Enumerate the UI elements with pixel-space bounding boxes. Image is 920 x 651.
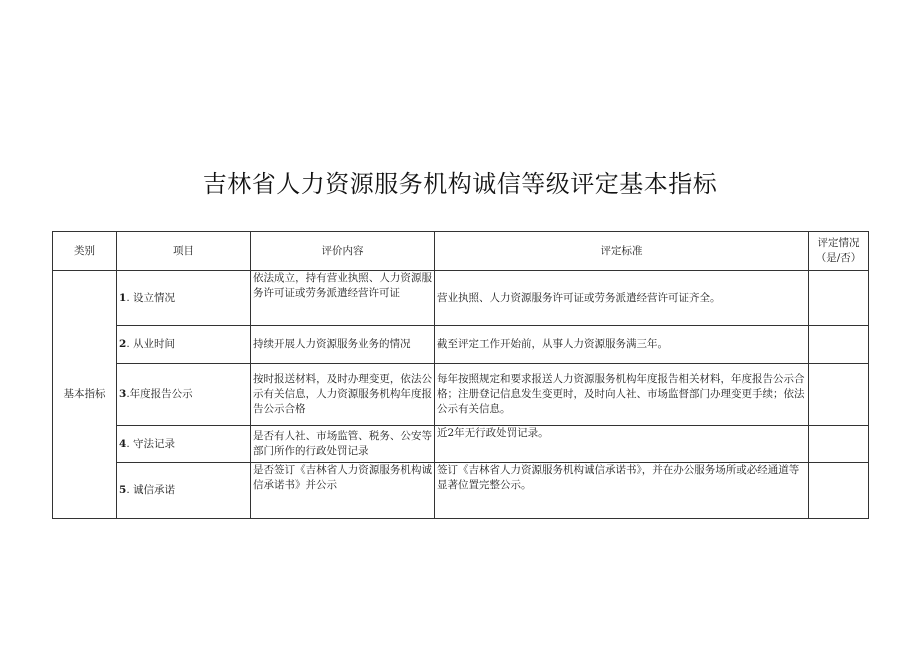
item-cell: [117, 364, 251, 426]
evaluation-standards-table: [52, 231, 869, 519]
table-row: [53, 364, 869, 426]
header-result: [809, 232, 869, 271]
item-number: 5: [119, 484, 127, 496]
standard-cell: 每年按照规定和要求报送人力资源服务机构年度报告相关材料，年度报告公示合格；注册登记信息发生变更时，及时向人社、市场监督部门办理变更手续；依法公示有关信息。: [435, 364, 809, 426]
result-cell[interactable]: [809, 463, 869, 519]
item-number: 4: [119, 437, 127, 450]
content-cell: 按时报送材料，及时办理变更，依法公示有关信息，人力资源服务机构年度报告公示合格: [251, 364, 435, 426]
table-header-row: [53, 232, 869, 271]
content-cell: 依法成立，持有营业执照、人力资源服务许可证或劳务派遣经营许可证: [251, 271, 435, 326]
item-label: . 设立情况: [126, 291, 175, 304]
header-category: 类别: [53, 232, 117, 271]
item-label: . 诚信承诺: [126, 484, 175, 496]
item-cell: [117, 271, 251, 326]
page-title: 吉林省人力资源服务机构诚信等级评定基本指标: [202, 170, 718, 198]
item-label: . 从业时间: [126, 338, 175, 350]
content-cell: 是否有人社、市场监管、税务、公安等部门所作的行政处罚记录: [251, 426, 435, 463]
item-number: 1: [119, 291, 127, 304]
content-cell: 是否签订《吉林省人力资源服务机构诚信承诺书》并公示: [251, 463, 435, 519]
standard-cell: 截至评定工作开始前，从事人力资源服务满三年。: [435, 326, 809, 364]
standard-cell: 近2年无行政处罚记录。: [435, 426, 809, 463]
item-number: 3: [119, 388, 127, 400]
result-cell[interactable]: [809, 426, 869, 463]
result-cell[interactable]: [809, 364, 869, 426]
header-result-line2: （是/否）: [815, 252, 862, 264]
result-cell[interactable]: [809, 271, 869, 326]
table-row: [53, 426, 869, 463]
standard-cell: 签订《吉林省人力资源服务机构诚信承诺书》，并在办公服务场所或必经通道等显著位置完整公示。: [435, 463, 809, 519]
item-cell: [117, 326, 251, 364]
standard-cell: 营业执照、人力资源服务许可证或劳务派遣经营许可证齐全。: [435, 271, 809, 326]
header-standard: 评定标准: [435, 232, 809, 271]
header-result-line1: 评定情况: [817, 237, 860, 249]
header-item: 项目: [117, 232, 251, 271]
item-label: .年度报告公示: [126, 388, 193, 400]
result-cell[interactable]: [809, 326, 869, 364]
table-row: [53, 463, 869, 519]
header-content: 评价内容: [251, 232, 435, 271]
item-number: 2: [119, 338, 127, 350]
table-row: [53, 271, 869, 326]
item-cell: [117, 426, 251, 463]
category-cell: 基本指标: [53, 271, 117, 519]
table-row: [53, 326, 869, 364]
content-cell: 持续开展人力资源服务业务的情况: [251, 326, 435, 364]
item-cell: [117, 463, 251, 519]
item-label: . 守法记录: [126, 437, 175, 450]
